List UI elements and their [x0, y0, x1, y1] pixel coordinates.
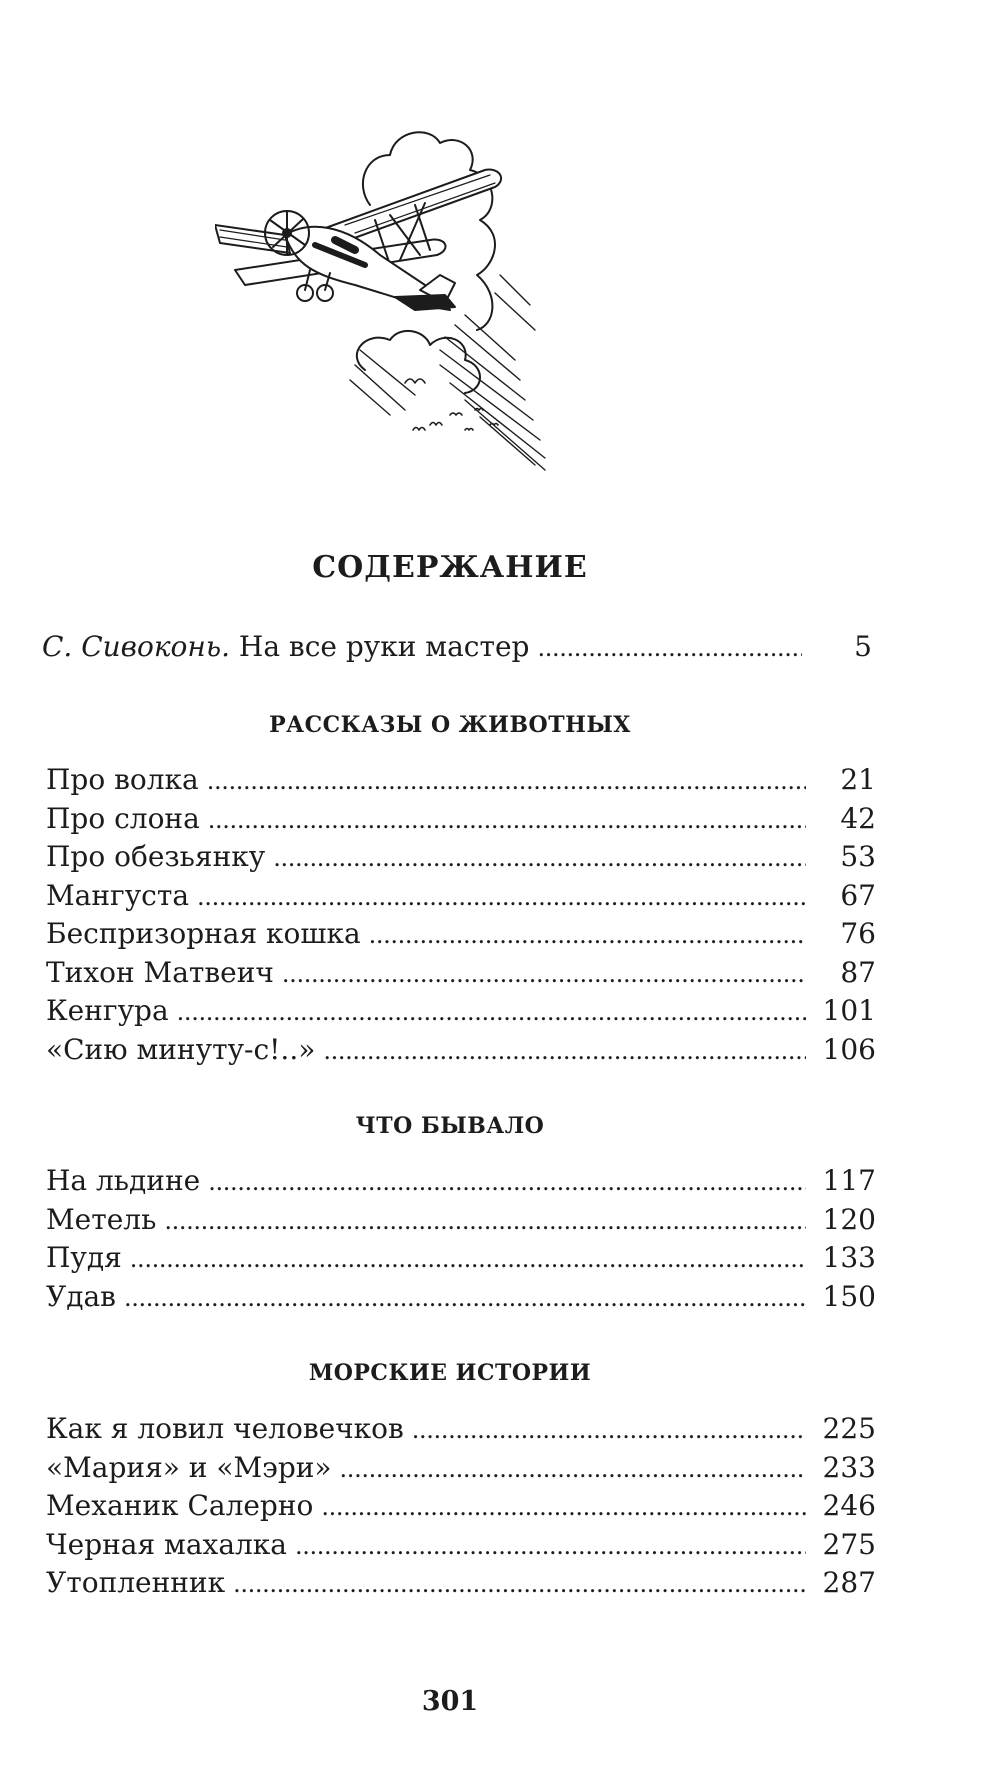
dot-leader	[321, 1488, 806, 1527]
entry-title: Про обезьянку	[46, 840, 266, 873]
section-list-animals	[46, 761, 876, 1069]
entry-page-number: 287	[822, 1566, 876, 1599]
birds	[405, 379, 498, 430]
entry-title: Беспризорная кошка	[46, 917, 361, 950]
toc-entry[interactable]	[46, 1410, 876, 1449]
entry-title: «Мария» и «Мэри»	[46, 1450, 332, 1484]
toc-entry[interactable]	[46, 1201, 876, 1240]
entry-title: Про слона	[46, 801, 200, 835]
section-heading-sea-stories: МОРСКИЕ ИСТОРИИ	[308, 1360, 592, 1386]
entry-title: «Сию минуту-с!..»	[46, 1032, 316, 1066]
entry-page-number: 21	[840, 763, 876, 796]
toc-entry[interactable]	[46, 1239, 876, 1278]
entry-title: С. Сивоконь. На все руки мастер	[42, 630, 530, 663]
entry-page-number: 76	[840, 917, 876, 950]
entry-title: Утопленник	[46, 1566, 226, 1599]
entry-title: Пудя	[46, 1241, 122, 1274]
toc-entry[interactable]	[46, 877, 876, 916]
toc-entry[interactable]	[46, 1162, 876, 1201]
toc-entry[interactable]	[46, 838, 876, 877]
entry-page-number: 101	[822, 994, 876, 1027]
entry-title: Удав	[46, 1279, 116, 1313]
dot-leader	[273, 839, 806, 878]
toc-entry[interactable]	[46, 800, 876, 839]
contents-heading: СОДЕРЖАНИЕ	[312, 550, 588, 585]
toc-entry[interactable]	[46, 915, 876, 954]
toc-entry[interactable]	[46, 954, 876, 993]
dot-leader	[207, 762, 806, 801]
entry-page-number: 5	[854, 630, 872, 663]
dot-leader	[340, 1450, 806, 1489]
toc-entry[interactable]	[46, 761, 876, 800]
entry-title: Метель	[46, 1202, 157, 1236]
toc-entry[interactable]	[46, 1564, 876, 1603]
dot-leader	[124, 1279, 806, 1318]
entry-title: Тихон Матвеич	[46, 955, 274, 989]
toc-entry[interactable]	[42, 628, 872, 667]
entry-title: Как я ловил человечков	[46, 1412, 404, 1445]
entry-page-number: 106	[822, 1032, 876, 1066]
dot-leader	[295, 1527, 806, 1566]
dot-leader	[130, 1240, 806, 1279]
entry-page-number: 42	[840, 801, 876, 835]
dot-leader	[537, 629, 802, 668]
entry-page-number: 67	[840, 878, 876, 912]
section-heading-what-happened: ЧТО БЫВАЛО	[355, 1113, 545, 1139]
page-number: 301	[421, 1686, 479, 1717]
entry-title: Мангуста	[46, 878, 190, 912]
entry-page-number: 225	[822, 1412, 876, 1445]
entry-page-number: 246	[822, 1489, 876, 1522]
dot-leader	[233, 1565, 806, 1604]
section-heading-animals: РАССКАЗЫ О ЖИВОТНЫХ	[269, 712, 631, 738]
entry-title: Про волка	[46, 763, 199, 796]
dot-leader	[282, 955, 806, 994]
entry-page-number: 120	[822, 1202, 876, 1236]
entry-page-number: 150	[822, 1279, 876, 1313]
entry-title: Кенгура	[46, 994, 169, 1027]
entry-page-number: 233	[822, 1450, 876, 1484]
toc-entry[interactable]	[46, 1526, 876, 1565]
dot-leader	[412, 1411, 806, 1450]
entry-title: На льдине	[46, 1164, 201, 1197]
toc-entry[interactable]	[46, 1278, 876, 1317]
intro-entry	[42, 628, 872, 667]
entry-page-number: 53	[840, 840, 876, 873]
section-list-sea-stories	[46, 1410, 876, 1603]
dot-leader	[323, 1032, 806, 1071]
entry-title: Механик Салерно	[46, 1489, 314, 1522]
dot-leader	[369, 916, 806, 955]
entry-page-number: 133	[822, 1241, 876, 1274]
toc-entry[interactable]	[46, 1449, 876, 1488]
dot-leader	[177, 993, 806, 1032]
dot-leader	[164, 1202, 806, 1241]
dot-leader	[208, 1163, 806, 1202]
entry-page-number: 117	[822, 1164, 876, 1197]
toc-entry[interactable]	[46, 992, 876, 1031]
biplane-illustration	[215, 125, 645, 515]
toc-entry[interactable]	[46, 1487, 876, 1526]
dot-leader	[197, 878, 806, 917]
entry-page-number: 275	[822, 1527, 876, 1561]
toc-entry[interactable]	[46, 1031, 876, 1070]
entry-title: Черная махалка	[46, 1527, 287, 1561]
entry-author: С. Сивоконь.	[42, 630, 231, 663]
section-list-what-happened	[46, 1162, 876, 1316]
entry-page-number: 87	[840, 955, 876, 989]
dot-leader	[208, 801, 806, 840]
